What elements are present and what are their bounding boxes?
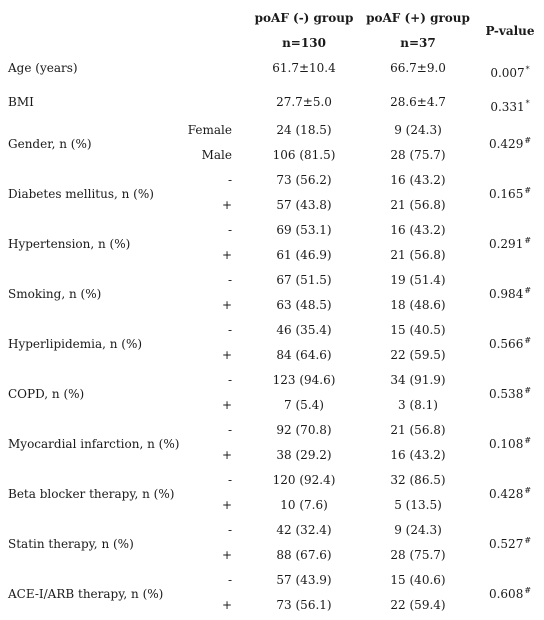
p-value-test-mark: # bbox=[524, 435, 532, 445]
row-label: Hyperlipidemia, n (%) bbox=[8, 336, 143, 351]
p-value bbox=[489, 436, 531, 452]
value-poaf-neg: 67 (51.5) bbox=[276, 273, 332, 287]
row-level: + bbox=[221, 398, 232, 412]
p-value-test-mark: # bbox=[524, 585, 532, 595]
p-value-test-mark: # bbox=[524, 335, 532, 345]
value-poaf-neg: 7 (5.4) bbox=[284, 398, 324, 412]
p-value bbox=[490, 65, 529, 81]
p-value-number: 0.007 bbox=[490, 66, 525, 80]
value-poaf-pos: 28 (75.7) bbox=[390, 548, 446, 562]
row-level: - bbox=[227, 373, 232, 387]
p-value-test-mark: * bbox=[525, 65, 530, 74]
p-value bbox=[489, 486, 531, 502]
p-value-number: 0.538 bbox=[488, 386, 524, 401]
row-level: - bbox=[227, 273, 232, 287]
p-value-test-mark: # bbox=[524, 135, 532, 145]
value-poaf-pos: 19 (51.4) bbox=[390, 273, 446, 287]
value-poaf-pos: 5 (13.5) bbox=[394, 498, 442, 512]
p-value bbox=[489, 136, 531, 152]
value-poaf-neg: 57 (43.9) bbox=[276, 573, 332, 587]
row-level: Female bbox=[187, 123, 232, 137]
value-poaf-pos: 66.7±9.0 bbox=[390, 61, 446, 75]
value-poaf-pos: 34 (91.9) bbox=[390, 373, 446, 387]
value-poaf-pos: 3 (8.1) bbox=[398, 398, 438, 412]
value-poaf-pos: 22 (59.5) bbox=[390, 348, 446, 362]
row-level: Male bbox=[201, 148, 232, 162]
value-poaf-pos: 22 (59.4) bbox=[390, 598, 446, 612]
value-poaf-pos: 28.6±4.7 bbox=[390, 95, 446, 109]
row-level: + bbox=[221, 598, 232, 612]
value-poaf-pos: 18 (48.6) bbox=[390, 298, 446, 312]
value-poaf-pos: 9 (24.3) bbox=[394, 123, 442, 137]
p-value-number: 0.291 bbox=[488, 236, 524, 251]
value-poaf-neg: 69 (53.1) bbox=[276, 223, 332, 237]
row-level: - bbox=[227, 423, 232, 437]
value-poaf-neg: 123 (94.6) bbox=[272, 373, 336, 387]
p-value-number: 0.984 bbox=[488, 286, 524, 301]
p-value-number: 0.527 bbox=[488, 536, 524, 551]
p-value-number: 0.429 bbox=[488, 136, 524, 151]
row-label: BMI bbox=[8, 95, 34, 109]
p-value-number: 0.428 bbox=[488, 486, 524, 501]
value-poaf-pos: 28 (75.7) bbox=[390, 148, 446, 162]
p-value-number: 0.608 bbox=[488, 586, 524, 601]
row-level: - bbox=[227, 173, 232, 187]
value-poaf-pos: 16 (43.2) bbox=[390, 173, 446, 187]
value-poaf-pos: 9 (24.3) bbox=[394, 523, 442, 537]
value-poaf-neg: 27.7±5.0 bbox=[276, 95, 332, 109]
p-value-test-mark: # bbox=[524, 485, 532, 495]
p-value-number: 0.331 bbox=[490, 100, 525, 114]
row-label: COPD, n (%) bbox=[8, 386, 85, 401]
row-label: Beta blocker therapy, n (%) bbox=[8, 486, 175, 501]
value-poaf-neg: 38 (29.2) bbox=[276, 448, 332, 462]
row-label: Smoking, n (%) bbox=[8, 286, 102, 301]
value-poaf-pos: 16 (43.2) bbox=[390, 448, 446, 462]
p-value bbox=[489, 536, 531, 552]
p-value-test-mark: # bbox=[524, 385, 532, 395]
row-label: Gender, n (%) bbox=[8, 136, 92, 151]
value-poaf-pos: 21 (56.8) bbox=[390, 198, 446, 212]
row-level: + bbox=[221, 248, 232, 262]
p-value-test-mark: # bbox=[524, 535, 532, 545]
row-level: + bbox=[221, 298, 232, 312]
row-label: Age (years) bbox=[8, 61, 78, 75]
value-poaf-neg: 88 (67.6) bbox=[276, 548, 332, 562]
header-n-neg: n=130 bbox=[282, 36, 326, 50]
row-level: + bbox=[221, 548, 232, 562]
value-poaf-neg: 84 (64.6) bbox=[276, 348, 332, 362]
row-level: - bbox=[227, 323, 232, 337]
row-level: + bbox=[221, 498, 232, 512]
row-level: + bbox=[221, 198, 232, 212]
value-poaf-neg: 61.7±10.4 bbox=[272, 61, 336, 75]
value-poaf-neg: 73 (56.1) bbox=[276, 598, 332, 612]
value-poaf-pos: 15 (40.6) bbox=[390, 573, 446, 587]
value-poaf-pos: 16 (43.2) bbox=[390, 223, 446, 237]
p-value-test-mark: # bbox=[524, 235, 532, 245]
value-poaf-pos: 21 (56.8) bbox=[390, 248, 446, 262]
value-poaf-neg: 61 (46.9) bbox=[276, 248, 332, 262]
p-value-number: 0.566 bbox=[488, 336, 524, 351]
value-poaf-pos: 15 (40.5) bbox=[390, 323, 446, 337]
header-group-pos: poAF (+) group bbox=[366, 11, 470, 25]
value-poaf-neg: 92 (70.8) bbox=[276, 423, 332, 437]
p-value-number: 0.108 bbox=[488, 436, 524, 451]
header-group-neg: poAF (-) group bbox=[254, 11, 354, 25]
p-value bbox=[489, 586, 531, 602]
p-value bbox=[490, 99, 529, 115]
row-label: Diabetes mellitus, n (%) bbox=[8, 186, 154, 201]
row-level: + bbox=[221, 348, 232, 362]
row-level: - bbox=[227, 573, 232, 587]
row-label: ACE-I/ARB therapy, n (%) bbox=[8, 586, 164, 601]
header-n-pos: n=37 bbox=[400, 36, 436, 50]
row-level: - bbox=[227, 223, 232, 237]
p-value bbox=[489, 286, 531, 302]
row-label: Statin therapy, n (%) bbox=[8, 536, 134, 551]
value-poaf-pos: 32 (86.5) bbox=[390, 473, 446, 487]
p-value-test-mark: # bbox=[524, 185, 532, 195]
p-value-number: 0.165 bbox=[488, 186, 524, 201]
p-value bbox=[489, 336, 531, 352]
value-poaf-neg: 24 (18.5) bbox=[276, 123, 332, 137]
value-poaf-neg: 73 (56.2) bbox=[276, 173, 332, 187]
row-level: - bbox=[227, 473, 232, 487]
value-poaf-neg: 120 (92.4) bbox=[272, 473, 336, 487]
value-poaf-neg: 46 (35.4) bbox=[276, 323, 332, 337]
p-value bbox=[489, 236, 531, 252]
header-pvalue: P-value bbox=[485, 24, 535, 38]
p-value-test-mark: * bbox=[525, 99, 530, 108]
row-label: Myocardial infarction, n (%) bbox=[8, 436, 180, 451]
value-poaf-neg: 106 (81.5) bbox=[272, 148, 336, 162]
p-value bbox=[489, 386, 531, 402]
p-value bbox=[489, 186, 531, 202]
value-poaf-neg: 10 (7.6) bbox=[280, 498, 328, 512]
value-poaf-pos: 21 (56.8) bbox=[390, 423, 446, 437]
value-poaf-neg: 42 (32.4) bbox=[276, 523, 332, 537]
row-label: Hypertension, n (%) bbox=[8, 236, 131, 251]
row-level: + bbox=[221, 448, 232, 462]
row-level: - bbox=[227, 523, 232, 537]
value-poaf-neg: 63 (48.5) bbox=[276, 298, 332, 312]
p-value-test-mark: # bbox=[524, 285, 532, 295]
value-poaf-neg: 57 (43.8) bbox=[276, 198, 332, 212]
